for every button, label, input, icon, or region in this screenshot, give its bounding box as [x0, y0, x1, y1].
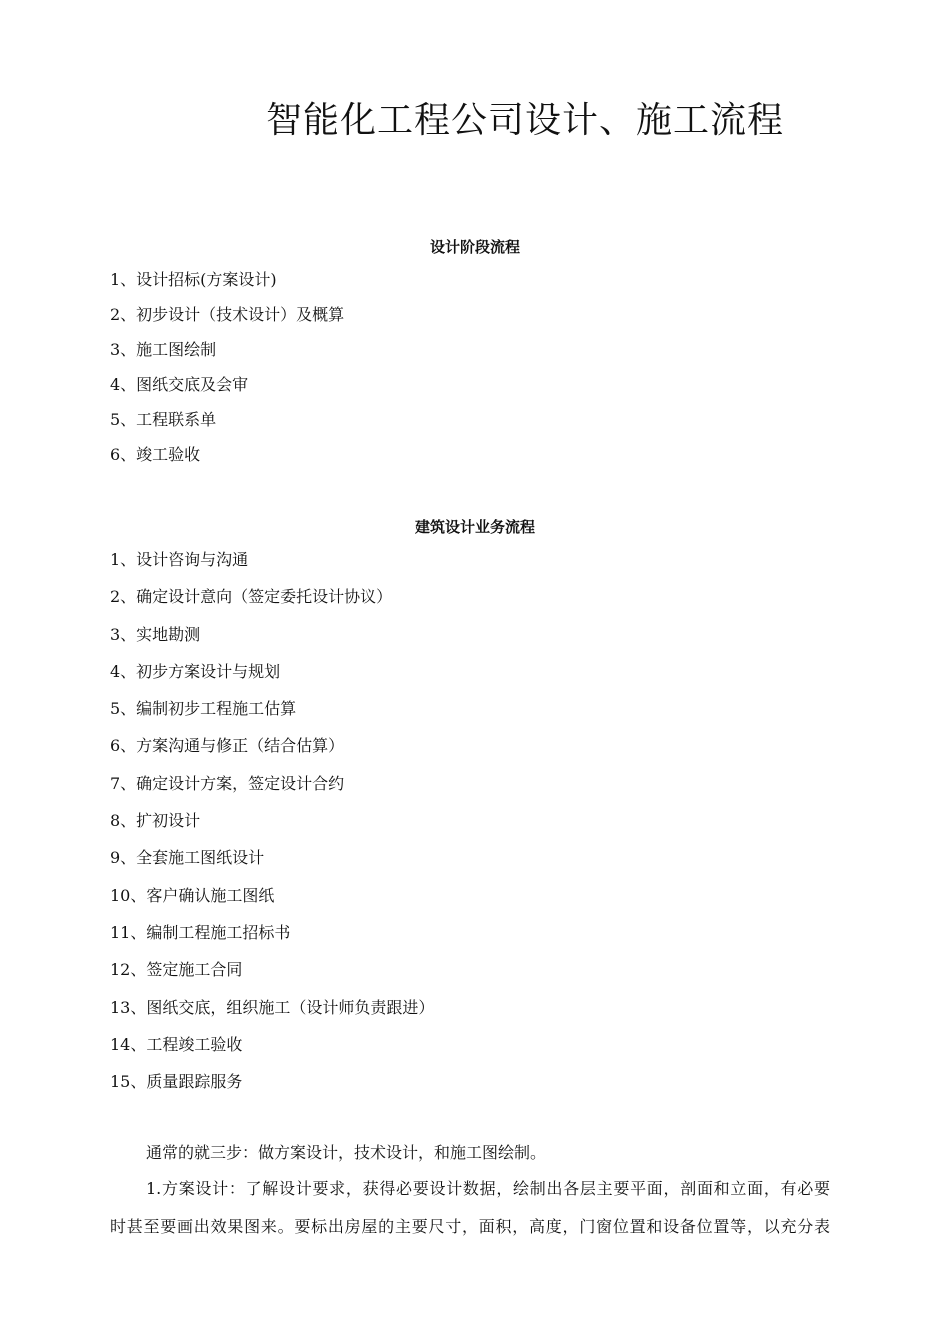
section-heading-design-stage: 设计阶段流程 — [429, 238, 520, 256]
list-item: 12、签定施工合同 — [110, 960, 243, 980]
architecture-workflow-list — [110, 541, 434, 1100]
list-item: 1、设计咨询与沟通 — [110, 550, 249, 569]
intro-text: 通常的就三步：做方案设计，技术设计，和施工图绘制。 — [146, 1143, 547, 1162]
list-item: 8、扩初设计 — [110, 811, 201, 831]
design-stage-list — [110, 262, 344, 472]
list-item: 6、方案沟通与修正（结合估算） — [110, 736, 345, 756]
list-item: 4、图纸交底及会审 — [110, 375, 249, 394]
list-item: 5、工程联系单 — [110, 410, 217, 429]
list-item: 6、竣工验收 — [110, 445, 201, 464]
list-item: 14、工程竣工验收 — [110, 1034, 243, 1054]
list-item: 10、客户确认施工图纸 — [110, 885, 275, 905]
list-item: 5、编制初步工程施工估算 — [110, 699, 297, 719]
list-item: 2、确定设计意向（签定委托设计协议） — [110, 587, 393, 607]
page-title: 智能化工程公司设计、施工流程 — [266, 100, 785, 141]
list-item: 11、编制工程施工招标书 — [110, 922, 291, 942]
list-item: 3、实地勘测 — [110, 624, 201, 644]
list-item: 3、施工图绘制 — [110, 340, 217, 359]
list-item: 7、确定设计方案，签定设计合约 — [110, 773, 345, 793]
list-item: 9、全套施工图纸设计 — [110, 848, 265, 868]
list-item: 13、图纸交底，组织施工（设计师负责跟进） — [110, 997, 435, 1017]
paragraph-line-2: 时甚至要画出效果图来。要标出房屋的主要尺寸，面积，高度，门窗位置和设备位置等，以充分表 — [110, 1217, 830, 1236]
list-item: 15、质量跟踪服务 — [110, 1072, 243, 1092]
section-heading-architecture-workflow: 建筑设计业务流程 — [414, 518, 535, 536]
list-item: 4、初步方案设计与规划 — [110, 661, 281, 681]
list-item: 1、设计招标(方案设计) — [110, 270, 277, 289]
list-item: 2、初步设计（技术设计）及概算 — [110, 305, 345, 324]
paragraph-line-1: 1.方案设计：了解设计要求，获得必要设计数据，绘制出各层主要平面，剖面和立面，有必要 — [146, 1179, 830, 1198]
